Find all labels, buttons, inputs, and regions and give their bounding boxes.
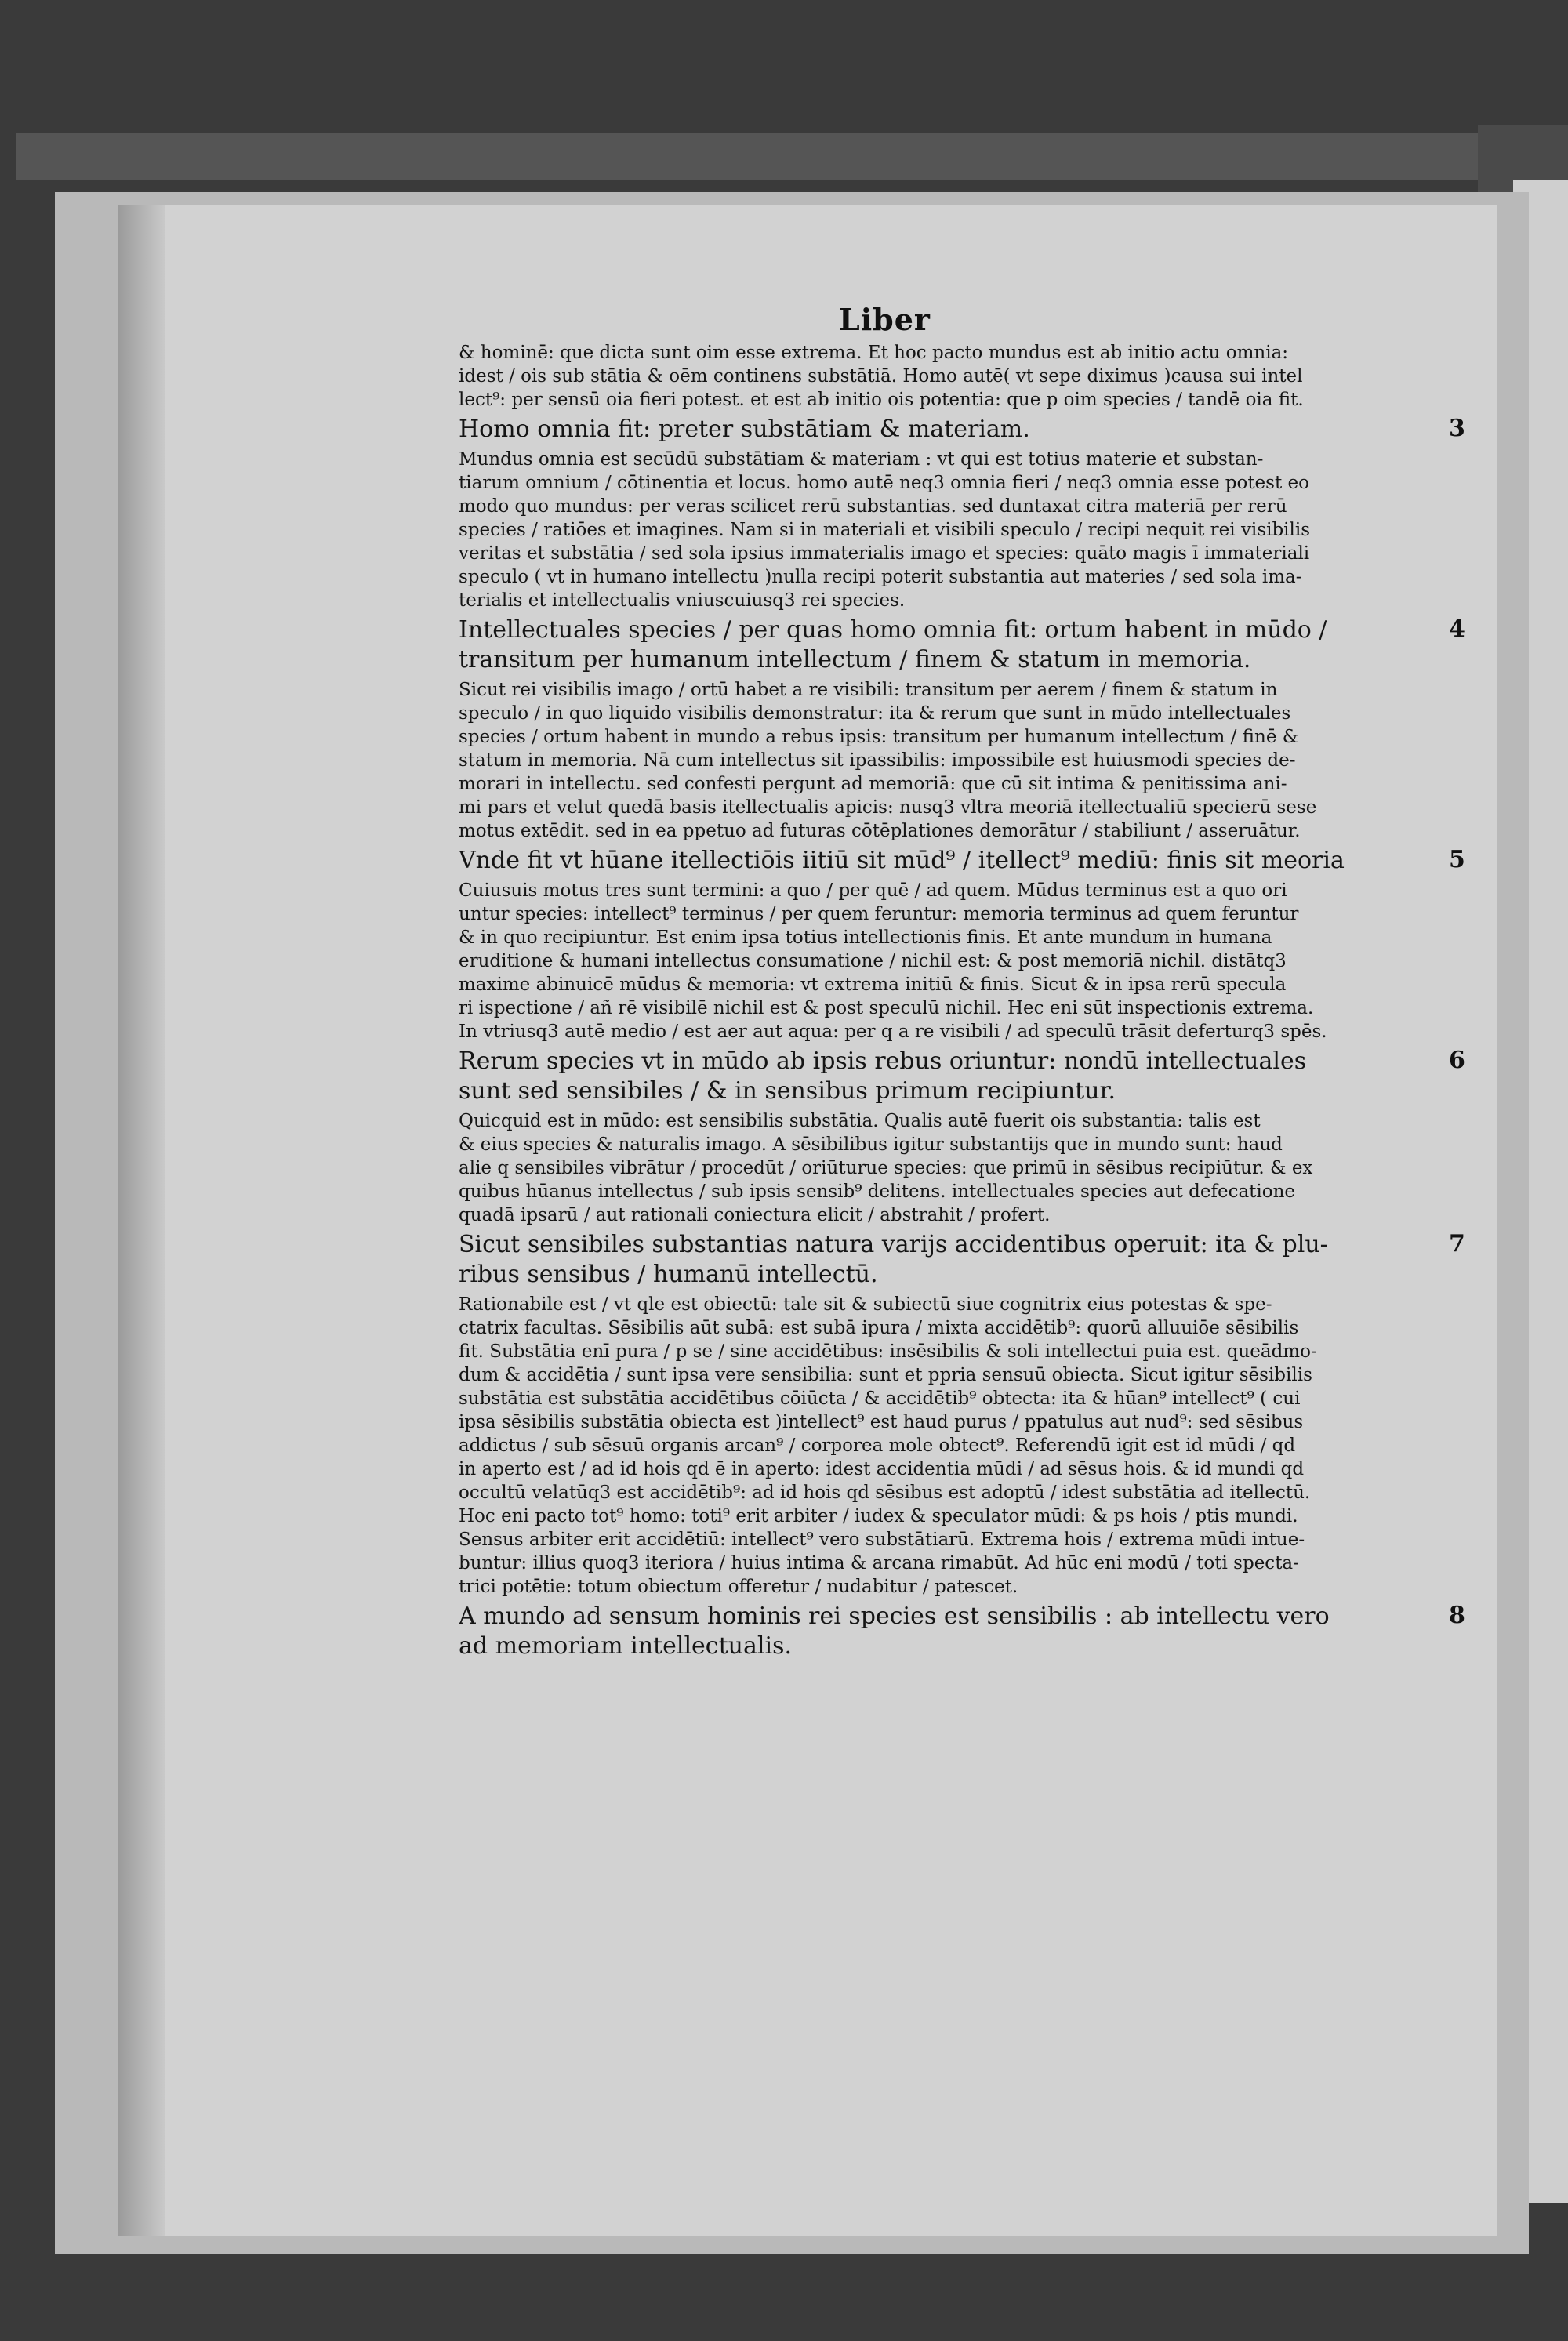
text-line: dum & accidētia / sunt ipsa vere sensibilia: sunt et ppria sensuū obiecta. Sicut igitur sēsibilis — [459, 1365, 1312, 1385]
text-line: substātia est substātia accidētibus cōiūcta / & accidētib⁹ obtecta: ita & hūan⁹ intellect⁹ ( cui — [459, 1388, 1301, 1409]
section-heading — [459, 415, 1439, 445]
body-paragraph — [459, 1293, 1439, 1599]
body-paragraph — [459, 1109, 1439, 1227]
section-number: 7 — [1449, 1230, 1465, 1258]
text-block — [459, 341, 1439, 1664]
text-line: Sicut rei visibilis imago / ortū habet a re visibili: transitum per aerem / finem & statum in — [459, 680, 1278, 700]
text-line: transitum per humanum intellectum / finem & statum in memoria. — [459, 646, 1251, 673]
text-line: modo quo mundus: per veras scilicet rerū substantias. sed duntaxat citra materiā per rerū — [459, 496, 1287, 517]
section-heading — [459, 615, 1439, 675]
text-line: Cuiusuis motus tres sunt termini: a quo / per quē / ad quem. Mūdus terminus est a quo ori — [459, 880, 1287, 901]
text-line: ri ispectione / añ rē visibilē nichil est & post speculū nichil. Hec eni sūt inspectionis extrema. — [459, 998, 1314, 1018]
body-paragraph — [459, 678, 1439, 843]
text-line: Mundus omnia est secūdū substātiam & materiam : vt qui est totius materie et substan- — [459, 449, 1264, 470]
text-line: quadā ipsarū / aut rationali coniectura elicit / abstrahit / profert. — [459, 1205, 1051, 1225]
text-line: alie q sensibiles vibrātur / procedūt / oriūturue species: que primū in sēsibus recipiūtur. & ex — [459, 1158, 1313, 1178]
text-line: fit. Substātia enī pura / p se / sine accidētibus: insēsibilis & soli intellectui puia est. queādmo- — [459, 1341, 1317, 1362]
text-line: buntur: illius quoq3 iteriora / huius intima & arcana rimabūt. Ad hūc eni modū / toti specta- — [459, 1553, 1299, 1573]
text-line: lect⁹: per sensū oia fieri potest. et est ab initio ois potentia: que p oim species / tandē oia fit. — [459, 390, 1304, 410]
text-line: Homo omnia fit: preter substātiam & materiam. — [459, 416, 1030, 443]
section-heading — [459, 1602, 1439, 1661]
text-line: species / ortum habent in mundo a rebus ipsis: transitum per humanum intellectum / finē & — [459, 727, 1299, 747]
text-line: ad memoriam intellectualis. — [459, 1632, 792, 1660]
text-line: untur species: intellect⁹ terminus / per quem feruntur: memoria terminus ad quem feruntur — [459, 904, 1299, 924]
section-heading — [459, 846, 1439, 876]
section-number: 8 — [1449, 1602, 1465, 1629]
text-line: A mundo ad sensum hominis rei species est sensibilis : ab intellectu vero — [459, 1602, 1330, 1630]
text-line: & hominē: que dicta sunt oim esse extrema. Et hoc pacto mundus est ab initio actu omnia: — [459, 343, 1289, 363]
text-line: speculo ( vt in humano intellectu )nulla recipi poterit substantia aut materies / sed sola ima- — [459, 567, 1302, 587]
text-line: idest / ois sub stātia & oēm continens substātiā. Homo autē( vt sepe diximus )causa sui intel — [459, 366, 1303, 387]
text-line: & in quo recipiuntur. Est enim ipsa totius intellectionis finis. Et ante mundum in humana — [459, 927, 1272, 948]
text-line: Rationabile est / vt qle est obiectū: tale sit & subiectū siue cognitrix eius potestas & spe- — [459, 1294, 1272, 1315]
text-line: in aperto est / ad id hois qd ē in aperto: idest accidentia mūdi / ad sēsus hois. & id mundi qd — [459, 1459, 1305, 1479]
text-line: ribus sensibus / humanū intellectū. — [459, 1261, 878, 1288]
text-line: Rerum species vt in mūdo ab ipsis rebus oriuntur: nondū intellectuales — [459, 1047, 1307, 1075]
text-line: morari in intellectu. sed confesti pergunt ad memoriā: que cū sit intima & penitissima ani- — [459, 774, 1287, 794]
text-line: species / ratiōes et imagines. Nam si in materiali et visibili speculo / recipi nequit rei visibilis — [459, 520, 1311, 540]
section-number: 3 — [1449, 415, 1465, 442]
text-line: veritas et substātia / sed sola ipsius immaterialis imago et species: quāto magis ī immateriali — [459, 543, 1310, 564]
text-line: speculo / in quo liquido visibilis demonstratur: ita & rerum que sunt in mūdo intellectuales — [459, 703, 1291, 724]
section-number: 6 — [1449, 1047, 1465, 1074]
section-heading — [459, 1047, 1439, 1106]
text-line: quibus hūanus intellectus / sub ipsis sensib⁹ delitens. intellectuales species aut defecatione — [459, 1181, 1296, 1202]
text-line: terialis et intellectualis vniuscuiusq3 rei species. — [459, 590, 906, 611]
section-heading — [459, 1230, 1439, 1290]
text-line: trici potētie: totum obiectum offeretur / nudabitur / patescet. — [459, 1577, 1018, 1597]
text-line: tiarum omnium / cōtinentia et locus. homo autē neq3 omnia fieri / neq3 omnia esse potest eo — [459, 473, 1309, 493]
text-line: Vnde fit vt hūane itellectiōis iitiū sit mūd⁹ / itellect⁹ mediū: finis sit meoria — [459, 847, 1345, 874]
section-number: 4 — [1449, 615, 1465, 643]
text-line: In vtriusq3 autē medio / est aer aut aqua: per q a re visibili / ad speculū trāsit deferturq3 spēs. — [459, 1022, 1327, 1042]
text-line: & eius species & naturalis imago. A sēsibilibus igitur substantijs que in mundo sunt: haud — [459, 1134, 1283, 1155]
text-line: maxime abinuicē mūdus & memoria: vt extrema initiū & finis. Sicut & in ipsa rerū specula — [459, 975, 1287, 995]
body-paragraph — [459, 879, 1439, 1043]
text-line: Quicquid est in mūdo: est sensibilis substātia. Qualis autē fuerit ois substantia: talis est — [459, 1111, 1261, 1131]
text-line: Intellectuales species / per quas homo omnia fit: ortum habent in mūdo / — [459, 616, 1327, 644]
page-gutter-shadow — [118, 205, 165, 2236]
section-number: 5 — [1449, 846, 1465, 873]
text-line: ipsa sēsibilis substātia obiecta est )intellect⁹ est haud purus / ppatulus aut nud⁹: sed sēsibus — [459, 1412, 1304, 1432]
book-binding-top — [16, 133, 1568, 180]
text-line: eruditione & humani intellectus consumatione / nichil est: & post memoriā nichil. distātq3 — [459, 951, 1287, 971]
text-line: ctatrix facultas. Sēsibilis aūt subā: est subā ipura / mixta accidētib⁹: quorū alluuiōe sēsibilis — [459, 1318, 1299, 1338]
text-line: sunt sed sensibiles / & in sensibus primum recipiuntur. — [459, 1077, 1116, 1105]
text-line: Hoc eni pacto tot⁹ homo: toti⁹ erit arbiter / iudex & speculator mūdi: & ps hois / ptis mundi. — [459, 1506, 1298, 1526]
text-line: motus extēdit. sed in ea ppetuo ad futuras cōtēplationes demorātur / stabiliunt / asseruātur. — [459, 821, 1301, 841]
body-paragraph — [459, 448, 1439, 612]
text-line: Sensus arbiter erit accidētiū: intellect⁹ vero substātiarū. Extrema hois / extrema mūdi intue- — [459, 1530, 1305, 1550]
running-head: Liber — [839, 302, 931, 337]
text-line: statum in memoria. Nā cum intellectus sit ipassibilis: impossibile est huiusmodi species de- — [459, 750, 1296, 771]
text-line: mi pars et velut quedā basis itellectualis apicis: nusq3 vltra meoriā itellectualiū specierū sese — [459, 797, 1317, 818]
body-paragraph — [459, 341, 1439, 412]
text-line: occultū velatūq3 est accidētib⁹: ad id hois qd sēsibus est adoptū / idest substātia ad itellectū. — [459, 1483, 1311, 1503]
text-line: Sicut sensibiles substantias natura varijs accidentibus operuit: ita & plu- — [459, 1231, 1328, 1258]
text-line: addictus / sub sēsuū organis arcan⁹ / corporea mole obtect⁹. Referendū igit est id mūdi / qd — [459, 1435, 1296, 1456]
